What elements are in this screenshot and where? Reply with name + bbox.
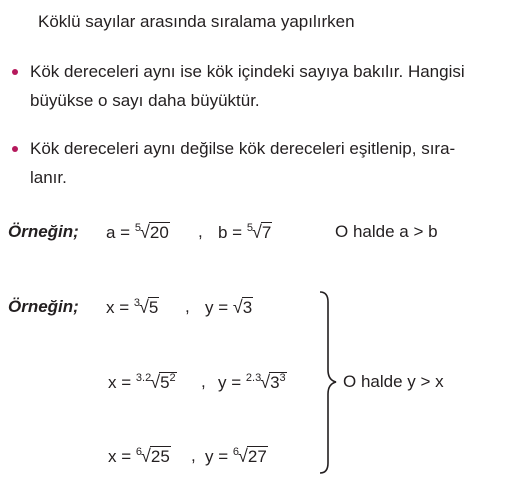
a-variable: a = [106, 223, 131, 242]
x-radicand: 5 [148, 298, 159, 317]
example-1-result: O halde a > b [335, 222, 438, 241]
y-radicand: 27 [247, 447, 267, 466]
y-variable: y = [205, 298, 229, 317]
row-1-x [106, 297, 159, 318]
radical-sign-icon: √ [260, 372, 271, 392]
row-2-separator: , [201, 372, 206, 391]
x-root-index: 3.2 [135, 372, 152, 384]
radical-sign-icon: √ [139, 297, 149, 317]
y-radicand: 3 [242, 298, 253, 317]
example-2-label: Örneğin; [8, 297, 79, 316]
example-1-a [106, 222, 170, 243]
row-3-x [108, 446, 171, 467]
x-exponent: 2 [169, 372, 176, 384]
y-radicand [269, 372, 287, 392]
row-3-separator: , [191, 446, 196, 465]
example-1-b [218, 222, 272, 243]
b-radicand: 7 [261, 223, 272, 242]
x-variable: x = [108, 447, 132, 466]
y-variable: y = [205, 447, 229, 466]
row-2-y [218, 372, 287, 393]
x-base: 5 [160, 373, 170, 392]
y-variable: y = [218, 373, 242, 392]
example-2-result: O halde y > x [343, 372, 444, 391]
radical-sign-icon: √ [251, 222, 262, 242]
bullet-2-line-1: Kök dereceleri aynı değilse kök dereceleri eşitlenip, sıra- [30, 139, 456, 158]
b-variable: b = [218, 223, 243, 242]
row-1-y [205, 297, 253, 318]
x-radicand: 25 [150, 447, 170, 466]
x-variable: x = [106, 298, 130, 317]
bullet-1-line-2: büyükse o sayı daha büyüktür. [30, 91, 260, 110]
radical-sign-icon: √ [139, 222, 150, 242]
x-root-index: 3 [133, 297, 141, 309]
row-1-separator: , [185, 297, 190, 316]
x-radicand [159, 372, 177, 392]
bullet-1-line-1: Kök dereceleri aynı ise kök içindeki sayıya bakılır. Hangisi [30, 62, 465, 81]
bullet-dot [12, 146, 18, 152]
y-root-index: 6 [232, 446, 240, 458]
example-1-separator: , [198, 222, 203, 241]
radical-sign-icon: √ [232, 297, 243, 317]
y-root-index: 2.3 [245, 372, 262, 384]
a-radicand: 20 [149, 223, 169, 242]
b-root-index: 5 [246, 222, 253, 234]
radical-sign-icon: √ [238, 446, 248, 466]
a-root-index: 5 [134, 222, 141, 234]
x-variable: x = [108, 373, 132, 392]
y-base: 3 [270, 373, 280, 392]
radical-sign-icon: √ [150, 372, 161, 392]
radical-sign-icon: √ [141, 446, 151, 466]
example-1-label: Örneğin; [8, 222, 79, 241]
row-3-y [205, 446, 268, 467]
row-2-x [108, 372, 177, 393]
right-brace-icon [318, 290, 340, 475]
intro-text: Köklü sayılar arasında sıralama yapılırken [38, 12, 355, 31]
x-root-index: 6 [135, 446, 143, 458]
bullet-2-line-2: lanır. [30, 168, 67, 187]
y-exponent: 3 [279, 372, 286, 384]
bullet-dot [12, 69, 18, 75]
